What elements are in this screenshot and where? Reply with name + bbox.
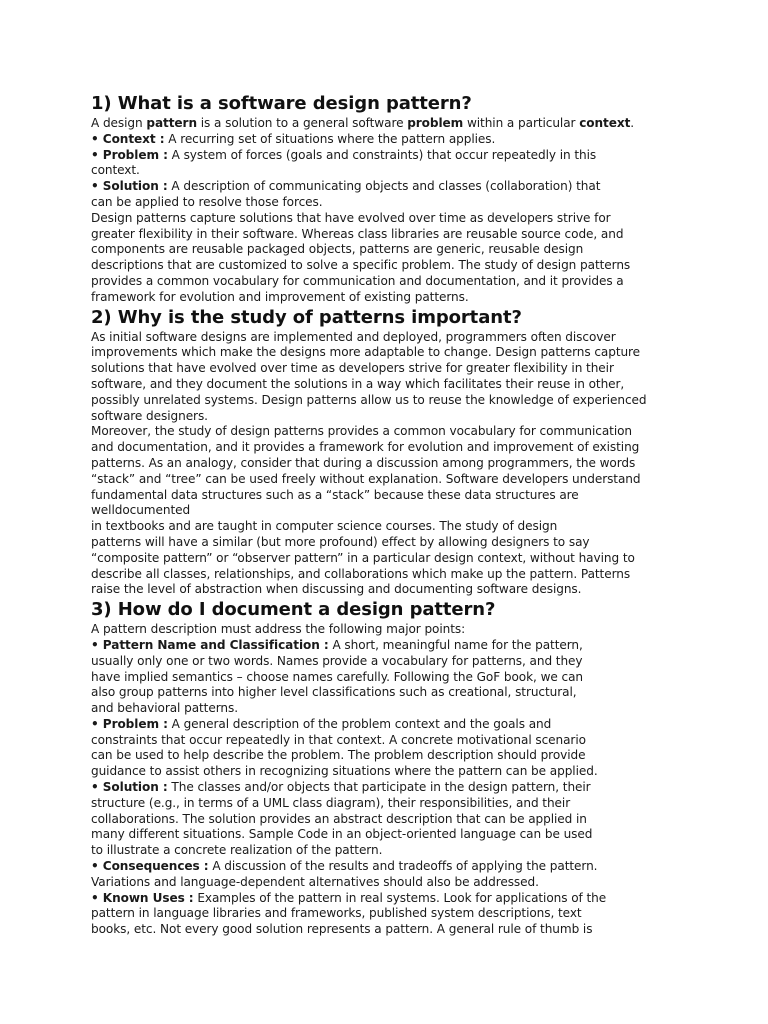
section-heading: 3) How do I document a design pattern? bbox=[91, 599, 496, 621]
text-run: pattern in language libraries and frameworks, published system descriptions, text bbox=[91, 906, 582, 921]
text-run: A description of communicating objects and classes (collaboration) that bbox=[167, 179, 601, 194]
bold-term: • Pattern Name and Classification : bbox=[91, 637, 329, 652]
text-line bbox=[91, 670, 683, 686]
text-line bbox=[91, 891, 683, 907]
text-line bbox=[91, 827, 683, 843]
text-line bbox=[91, 132, 683, 148]
text-run: Design patterns capture solutions that have evolved over time as developers strive for bbox=[91, 210, 611, 225]
bold-term: • Context : bbox=[91, 131, 165, 146]
text-line bbox=[91, 393, 683, 409]
bold-term: • Problem : bbox=[91, 147, 168, 162]
text-line bbox=[91, 409, 683, 425]
text-run: fundamental data structures such as a “stack” because these data structures are bbox=[91, 487, 579, 502]
text-line bbox=[91, 535, 683, 551]
bold-term: • Problem : bbox=[91, 716, 168, 731]
text-line bbox=[91, 859, 683, 875]
document-body bbox=[91, 92, 683, 938]
text-run: have implied semantics – choose names carefully. Following the GoF book, we can bbox=[91, 669, 584, 684]
text-run: usually only one or two words. Names provide a vocabulary for patterns, and they bbox=[91, 653, 583, 668]
bold-term: • Solution : bbox=[91, 780, 168, 795]
text-line bbox=[91, 875, 683, 891]
text-line bbox=[91, 163, 683, 179]
text-run: components are reusable packaged objects, patterns are generic, reusable design bbox=[91, 242, 584, 257]
text-run: solutions that have evolved over time as developers strive for greater flexibility in their bbox=[91, 361, 614, 376]
text-run: structure (e.g., in terms of a UML class diagram), their responsibilities, and their bbox=[91, 795, 571, 810]
text-line bbox=[91, 179, 683, 195]
text-run: describe all classes, relationships, and collaborations which make up the pattern. Patterns bbox=[91, 566, 631, 581]
text-run: greater flexibility in their software. Whereas class libraries are reusable source code, and bbox=[91, 226, 624, 241]
text-run: improvements which make the designs more adaptable to change. Design patterns capture bbox=[91, 345, 641, 360]
text-run: A system of forces (goals and constraints) that occur repeatedly in this bbox=[167, 147, 597, 162]
text-run: books, etc. Not every good solution represents a pattern. A general rule of thumb is bbox=[91, 922, 593, 937]
text-line bbox=[91, 654, 683, 670]
text-line bbox=[91, 424, 683, 440]
text-line bbox=[91, 906, 683, 922]
text-line bbox=[91, 456, 683, 472]
text-run: constraints that occur repeatedly in that context. A concrete motivational scenario bbox=[91, 732, 586, 747]
text-run: A design bbox=[91, 116, 147, 130]
text-line bbox=[91, 148, 683, 164]
text-run: “stack” and “tree” can be used freely without explanation. Software developers understand bbox=[91, 471, 641, 486]
text-line bbox=[91, 685, 683, 701]
text-line bbox=[91, 812, 683, 828]
text-line bbox=[91, 361, 683, 377]
text-run: Moreover, the study of design patterns provides a common vocabulary for communication bbox=[91, 424, 632, 439]
text-run: context. bbox=[91, 163, 140, 178]
text-run: collaborations. The solution provides an abstract description that can be applied in bbox=[91, 811, 587, 826]
text-run: is a solution to a general software bbox=[196, 116, 408, 130]
text-run: framework for evolution and improvement of existing patterns. bbox=[91, 289, 469, 304]
text-line bbox=[91, 195, 683, 211]
section-heading: 1) What is a software design pattern? bbox=[91, 93, 472, 114]
text-line bbox=[91, 274, 683, 290]
text-line bbox=[91, 227, 683, 243]
text-run: patterns will have a similar (but more profound) effect by allowing designers to say bbox=[91, 534, 590, 549]
text-run: welldocumented bbox=[91, 503, 191, 518]
text-line bbox=[91, 377, 683, 393]
text-run: “composite pattern” or “observer pattern” in a particular design context, without having to bbox=[91, 550, 635, 565]
text-run: The classes and/or objects that participate in the design pattern, their bbox=[167, 780, 591, 795]
text-run: raise the level of abstraction when discussing and documenting software designs. bbox=[91, 582, 582, 597]
text-line bbox=[91, 796, 683, 812]
text-run: can be applied to resolve those forces. bbox=[91, 194, 323, 209]
text-line bbox=[91, 922, 683, 938]
text-run: can be used to help describe the problem. The problem description should provide bbox=[91, 748, 586, 763]
text-line bbox=[91, 440, 683, 456]
text-line bbox=[91, 748, 683, 764]
text-line bbox=[91, 764, 683, 780]
text-run: provides a common vocabulary for communication and documentation, and it provides a bbox=[91, 273, 624, 288]
bold-term: context bbox=[579, 116, 631, 130]
text-line bbox=[91, 567, 683, 583]
text-line bbox=[91, 488, 683, 504]
text-line bbox=[91, 242, 683, 258]
text-line bbox=[91, 780, 683, 796]
text-line bbox=[91, 638, 683, 654]
text-run: possibly unrelated systems. Design patterns allow us to reuse the knowledge of experienced bbox=[91, 392, 647, 407]
text-run: Variations and language-dependent alternatives should also be addressed. bbox=[91, 874, 539, 889]
text-run: many different situations. Sample Code in an object-oriented language can be used bbox=[91, 827, 593, 842]
text-line bbox=[91, 733, 683, 749]
bold-term: • Solution : bbox=[91, 179, 168, 194]
text-run: A recurring set of situations where the pattern applies. bbox=[164, 131, 496, 146]
text-run: guidance to assist others in recognizing situations where the pattern can be applied. bbox=[91, 764, 598, 779]
text-run: software designers. bbox=[91, 408, 208, 423]
text-line bbox=[91, 345, 683, 361]
text-run: . bbox=[630, 116, 635, 130]
bold-term: • Consequences : bbox=[91, 859, 209, 874]
text-line bbox=[91, 258, 683, 274]
text-line bbox=[91, 582, 683, 598]
text-line bbox=[91, 290, 683, 306]
text-run: A short, meaningful name for the pattern, bbox=[328, 637, 583, 652]
text-line bbox=[91, 622, 683, 638]
text-run: within a particular bbox=[463, 116, 580, 130]
text-line bbox=[91, 843, 683, 859]
text-run: descriptions that are customized to solve a specific problem. The study of design patterns bbox=[91, 258, 631, 273]
text-line bbox=[91, 211, 683, 227]
text-run: software, and they document the solutions in a way which facilitates their reuse in other, bbox=[91, 376, 625, 391]
text-run: and behavioral patterns. bbox=[91, 701, 238, 716]
text-run: in textbooks and are taught in computer science courses. The study of design bbox=[91, 519, 558, 534]
bold-term: pattern bbox=[146, 116, 197, 130]
text-run: A general description of the problem context and the goals and bbox=[167, 716, 552, 731]
text-line bbox=[91, 717, 683, 733]
text-run: As initial software designs are implemented and deployed, programmers often discover bbox=[91, 329, 616, 344]
text-line bbox=[91, 116, 683, 132]
text-run: patterns. As an analogy, consider that during a discussion among programmers, the words bbox=[91, 455, 636, 470]
section-3 bbox=[91, 598, 683, 938]
text-run: and documentation, and it provides a framework for evolution and improvement of existing bbox=[91, 440, 640, 455]
text-line bbox=[91, 472, 683, 488]
text-line bbox=[91, 551, 683, 567]
section-2 bbox=[91, 306, 683, 599]
text-line bbox=[91, 330, 683, 346]
text-line bbox=[91, 701, 683, 717]
text-run: to illustrate a concrete realization of the pattern. bbox=[91, 843, 383, 858]
bold-term: problem bbox=[407, 116, 464, 130]
text-run: also group patterns into higher level classifications such as creational, structural, bbox=[91, 685, 577, 700]
section-heading: 2) Why is the study of patterns important? bbox=[91, 306, 522, 328]
text-line bbox=[91, 503, 683, 519]
text-run: A pattern description must address the following major points: bbox=[91, 622, 466, 637]
text-run: Examples of the pattern in real systems. Look for applications of the bbox=[193, 890, 607, 905]
text-line bbox=[91, 519, 683, 535]
bold-term: • Known Uses : bbox=[91, 890, 194, 905]
text-run: A discussion of the results and tradeoffs of applying the pattern. bbox=[208, 859, 598, 874]
section-1 bbox=[91, 92, 683, 306]
